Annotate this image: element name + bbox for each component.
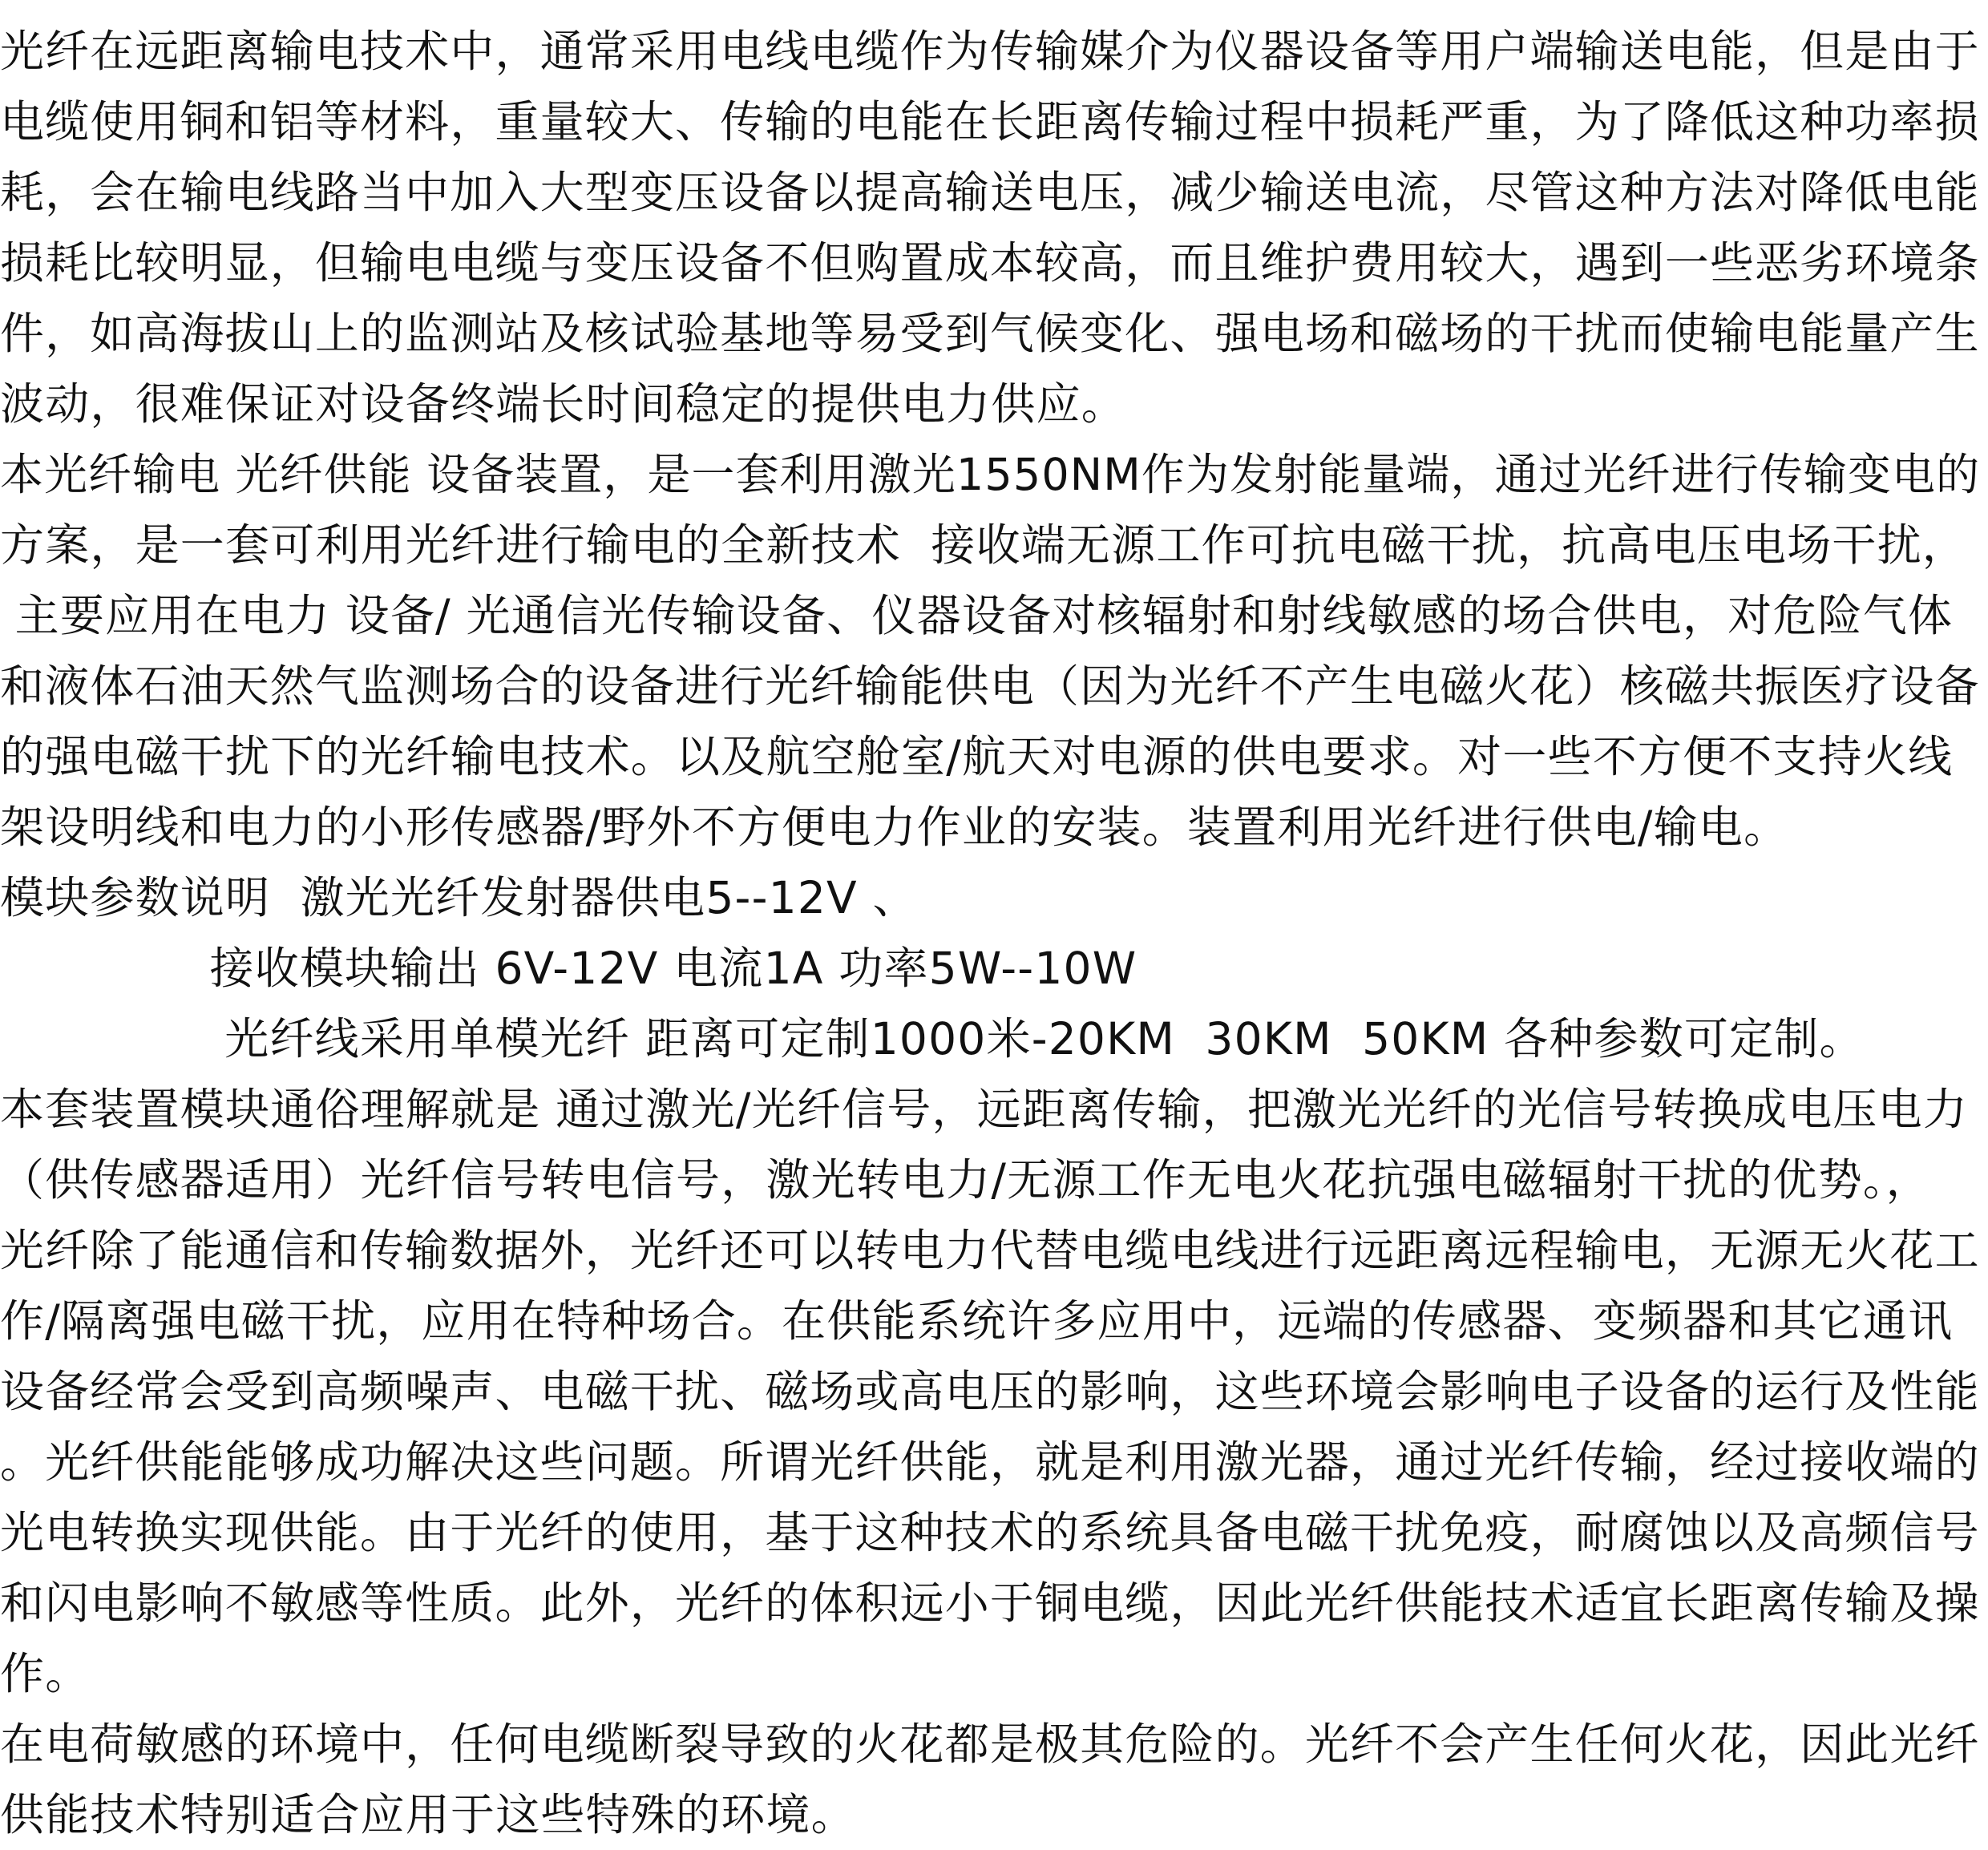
text-line: 件，如高海拔山上的监测站及核试验基地等易受到气候变化、强电场和磁场的干扰而使输电能量产生	[0, 308, 1980, 359]
text-line: （供传感器适用）光纤信号转电信号，激光转电力/无源工作无电火花抗强电磁辐射干扰的优势。，	[0, 1154, 1931, 1206]
text-line: 作/隔离强电磁干扰，应用在特种场合。在供能系统许多应用中，远端的传感器、变频器和其它通讯	[0, 1295, 1954, 1347]
text-line: 光电转换实现供能。由于光纤的使用，基于这种技术的系统具备电磁干扰免疫，耐腐蚀以及高频信号	[0, 1507, 1980, 1558]
text-line: 光纤除了能通信和传输数据外，光纤还可以转电力代替电缆电线进行远距离远程输电，无源无火花工	[0, 1225, 1980, 1276]
text-line: 方案，是一套可利用光纤进行输电的全新技术 接收端无源工作可抗电磁干扰，抗高电压电场干扰，	[0, 519, 1967, 571]
text-line: 。光纤供能能够成功解决这些问题。所谓光纤供能，就是利用激光器，通过光纤传输，经过接收端的	[0, 1436, 1980, 1488]
text-line: 本光纤输电 光纤供能 设备装置，是一套利用激光1550NM作为发射能量端，通过光纤进行传输变电的	[0, 449, 1981, 500]
text-line: 波动，很难保证对设备终端长时间稳定的提供电力供应。	[0, 378, 1127, 430]
text-line: 光纤在远距离输电技术中，通常采用电线电缆作为传输媒介为仪器设备等用户端输送电能，但是由于	[0, 26, 1980, 77]
text-line: 和液体石油天然气监测场合的设备进行光纤输能供电（因为光纤不产生电磁火花）核磁共振医疗设备	[0, 660, 1980, 712]
text-line: 光纤线采用单模光纤 距离可定制1000米-20KM 30KM 50KM 各种参数可定制。	[0, 1013, 1865, 1064]
text-line: 供能技术特别适合应用于这些特殊的环境。	[0, 1789, 856, 1840]
text-line: 和闪电影响不敏感等性质。此外，光纤的体积远小于铜电缆，因此光纤供能技术适宜长距离传输及操	[0, 1577, 1980, 1629]
text-line: 损耗比较明显，但输电电缆与变压设备不但购置成本较高，而且维护费用较大，遇到一些恶劣环境条	[0, 237, 1980, 289]
text-line: 主要应用在电力 设备/ 光通信光传输设备、仪器设备对核辐射和射线敏感的场合供电，对危险气体	[0, 590, 1954, 641]
text-line: 接收模块输出 6V-12V 电流1A 功率5W--10W	[0, 943, 1137, 994]
text-line: 设备经常会受到高频噪声、电磁干扰、磁场或高电压的影响，这些环境会影响电子设备的运行及性能	[0, 1366, 1980, 1417]
text-line: 本套装置模块通俗理解就是 通过激光/光纤信号，远距离传输，把激光光纤的光信号转换成电压电力	[0, 1084, 1969, 1135]
text-line: 耗，会在输电线路当中加入大型变压设备以提高输送电压，减少输送电流，尽管这种方法对降低电能	[0, 167, 1980, 218]
text-line: 电缆使用铜和铝等材料，重量较大、传输的电能在长距离传输过程中损耗严重，为了降低这种功率损	[0, 96, 1980, 147]
text-line: 模块参数说明 激光光纤发射器供电5--12V 、	[0, 872, 918, 923]
document-body	[0, 16, 1988, 1840]
text-line: 架设明线和电力的小形传感器/野外不方便电力作业的安装。装置利用光纤进行供电/输电。	[0, 802, 1789, 853]
text-line: 作。	[0, 1648, 91, 1699]
text-line: 的强电磁干扰下的光纤输电技术。以及航空舱室/航天对电源的供电要求。对一些不方便不支持火线	[0, 731, 1954, 782]
text-line: 在电荷敏感的环境中，任何电缆断裂导致的火花都是极其危险的。光纤不会产生任何火花，因此光纤	[0, 1719, 1980, 1770]
